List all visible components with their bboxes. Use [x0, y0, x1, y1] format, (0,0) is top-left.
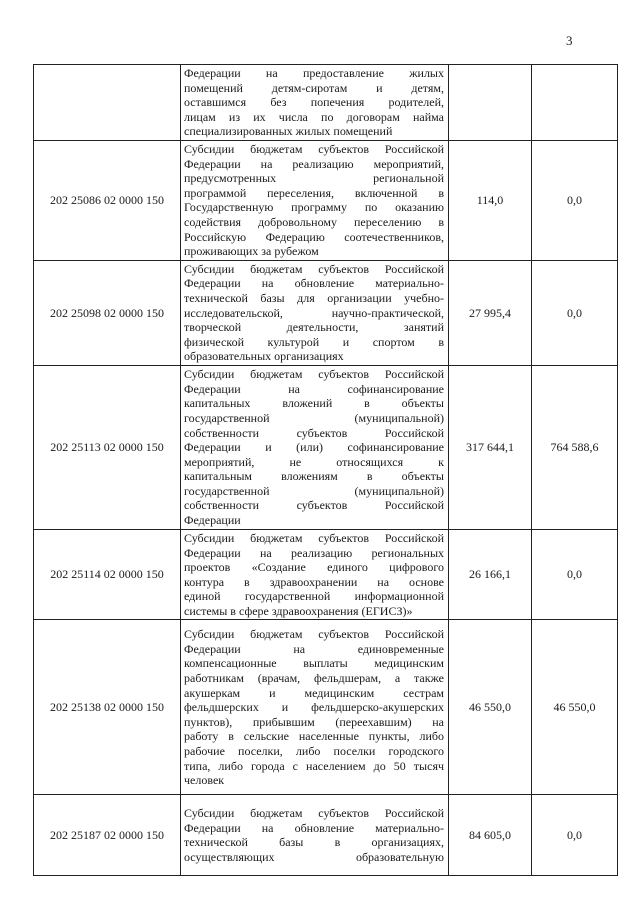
description-line: Государственную программу по оказанию [184, 200, 444, 215]
description-cell [181, 260, 449, 365]
description-line: рабочие поселки, либо поселки городского [184, 743, 444, 758]
description-line: лицам из их числа по договорам найма [184, 109, 444, 124]
budget-code-cell [34, 65, 181, 141]
description-line: собственности субъектов Российской [184, 498, 444, 513]
description-line: физической культурой и спортом в [184, 334, 444, 349]
budget-code-cell: 202 25114 02 0000 150 [34, 529, 181, 620]
description-line: собственности субъектов Российской [184, 425, 444, 440]
description-line: Федерации на софинансирование [184, 381, 444, 396]
amount-cell-first [449, 65, 532, 141]
description-cell [181, 141, 449, 261]
description-line: капитальных вложений в объекты [184, 396, 444, 411]
description-line: контура в здравоохранении на основе [184, 574, 444, 589]
description-line: предусмотренных региональной [184, 171, 444, 186]
description-line: фельдшерских и фельдшерско-акушерских [184, 700, 444, 715]
description-line: государственной (муниципальной) [184, 410, 444, 425]
description-line: программой переселения, включенной в [184, 185, 444, 200]
description-line: пунктов), прибывшим (переехавшим) на [184, 714, 444, 729]
amount-cell-second: 764 588,6 [532, 365, 618, 529]
description-line: работу в сельские населенные пункты, либо [184, 729, 444, 744]
description-line: творческой деятельности, занятий [184, 320, 444, 335]
budget-table [33, 64, 618, 876]
description-line: мероприятий, не относящихся к [184, 454, 444, 469]
description-line: образовательных организациях [184, 349, 344, 364]
amount-cell-second: 46 550,0 [532, 620, 618, 795]
description-line: Субсидии бюджетам субъектов Российской [184, 367, 444, 382]
budget-code-cell: 202 25086 02 0000 150 [34, 141, 181, 261]
description-line: Субсидии бюджетам субъектов Российской [184, 142, 444, 156]
amount-cell-first: 46 550,0 [449, 620, 532, 795]
description-line: работникам (врачам, фельдшерам, а также [184, 670, 444, 685]
description-line: Федерации и (или) софинансирование [184, 440, 444, 455]
description-line: Федерации на единовременные [184, 641, 444, 656]
amount-cell-first: 114,0 [449, 141, 532, 261]
description-line: Субсидии бюджетам субъектов Российской [184, 806, 444, 821]
description-cell [181, 65, 449, 141]
description-line: исследовательской, научно-практической, [184, 305, 444, 320]
table-row [34, 529, 618, 620]
description-cell [181, 620, 449, 795]
description-line: технической базы в организациях, [184, 835, 444, 850]
description-line: системы в сфере здравоохранения (ЕГИСЗ)» [184, 603, 413, 618]
amount-cell-second: 0,0 [532, 141, 618, 261]
amount-cell-first: 27 995,4 [449, 260, 532, 365]
description-line: оставшимся без попечения родителей, [184, 95, 444, 110]
description-line: Субсидии бюджетам субъектов Российской [184, 261, 444, 276]
table-row [34, 65, 618, 141]
amount-cell-second [532, 65, 618, 141]
description-line: человек [184, 773, 225, 788]
description-line: Федерации на обновление материально- [184, 276, 444, 291]
amount-cell-second: 0,0 [532, 260, 618, 365]
description-line: компенсационные выплаты медицинским [184, 656, 444, 671]
description-line: Субсидии бюджетам субъектов Российской [184, 530, 444, 545]
description-line: проектов «Создание единого цифрового [184, 560, 444, 575]
description-line: проживающих за рубежом [184, 244, 319, 259]
budget-code-cell: 202 25113 02 0000 150 [34, 365, 181, 529]
table-row [34, 795, 618, 876]
description-line: содействия добровольному переселению в [184, 214, 444, 229]
description-line: специализированных жилых помещений [184, 124, 393, 139]
budget-table-body [34, 65, 618, 876]
budget-code-cell: 202 25098 02 0000 150 [34, 260, 181, 365]
amount-cell-second: 0,0 [532, 795, 618, 876]
description-cell [181, 365, 449, 529]
page-number: 3 [566, 33, 573, 48]
table-row [34, 260, 618, 365]
description-line: технической базы для организации учебно- [184, 290, 444, 305]
description-cell [181, 795, 449, 876]
description-line: Федерации на реализацию региональных [184, 545, 444, 560]
budget-code-cell: 202 25187 02 0000 150 [34, 795, 181, 876]
table-row [34, 620, 618, 795]
description-line: Субсидии бюджетам субъектов Российской [184, 627, 444, 642]
budget-code-cell: 202 25138 02 0000 150 [34, 620, 181, 795]
description-line: Федерации на обновление материально- [184, 820, 444, 835]
description-line: Федерации [184, 513, 241, 528]
amount-cell-second: 0,0 [532, 529, 618, 620]
description-line: Федерации на реализацию мероприятий, [184, 156, 444, 171]
description-line: государственной (муниципальной) [184, 483, 444, 498]
amount-cell-first: 84 605,0 [449, 795, 532, 876]
table-row [34, 141, 618, 261]
description-line: Российскую Федерацию соотечественников, [184, 229, 444, 244]
description-line: акушеркам и медицинским сестрам [184, 685, 444, 700]
description-cell [181, 529, 449, 620]
amount-cell-first: 317 644,1 [449, 365, 532, 529]
description-line: помещений детям-сиротам и детям, [184, 80, 444, 95]
amount-cell-first: 26 166,1 [449, 529, 532, 620]
description-line: типа, либо города с населением до 50 тысяч [184, 758, 444, 773]
description-line: капитальным вложениям в объекты [184, 469, 444, 484]
table-row [34, 365, 618, 529]
description-line: единой государственной информационной [184, 589, 444, 604]
description-line: Федерации на предоставление жилых [184, 66, 444, 81]
description-line: осуществляющих образовательную [184, 850, 444, 865]
